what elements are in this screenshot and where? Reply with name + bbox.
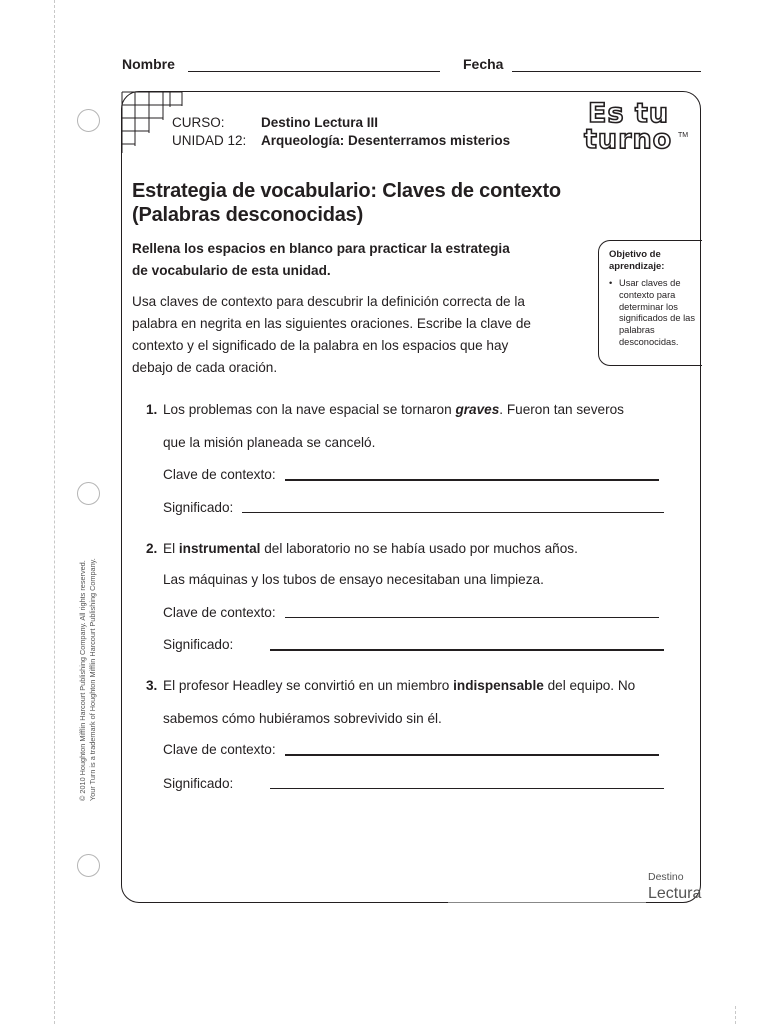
- question-number: 3.: [146, 678, 158, 693]
- clue-answer-field-2[interactable]: [285, 617, 659, 618]
- page-title: [132, 179, 602, 227]
- cut-line-bottom: [735, 1006, 736, 1024]
- bullet-icon: •: [609, 278, 613, 288]
- question-1: [146, 401, 624, 419]
- question-text: del equipo. No: [543, 678, 636, 693]
- objective-title: Objetivo de aprendizaje:: [609, 249, 665, 272]
- es-tu-turno-logo: [584, 98, 694, 155]
- target-word: indispensable: [453, 678, 544, 693]
- footer-rule: [448, 902, 646, 903]
- meaning-label: Significado:: [163, 637, 234, 652]
- date-label: Fecha: [463, 56, 504, 72]
- question-text: El: [163, 541, 179, 556]
- clue-label: Clave de contexto:: [163, 467, 276, 482]
- date-field[interactable]: [512, 71, 701, 72]
- meaning-answer-field-2[interactable]: [270, 649, 664, 651]
- objective-text: Usar claves de contexto para determinar los significados de las palabras desconocidas.: [619, 278, 695, 347]
- question-text: El profesor Headley se convirtió en un miembro: [163, 678, 454, 693]
- meaning-answer-field-3[interactable]: [270, 788, 664, 789]
- question-text: Los problemas con la nave espacial se tornaron: [163, 402, 456, 417]
- instruction-line-1: Rellena los espacios en blanco para practicar la estrategia: [132, 241, 510, 256]
- title-line-1: Estrategia de vocabulario: Claves de contexto: [132, 180, 561, 202]
- clue-answer-field-1[interactable]: [285, 479, 659, 481]
- logo-line-1: Es tu: [588, 98, 670, 129]
- question-1-line-2: que la misión planeada se canceló.: [163, 435, 376, 450]
- course-row: [172, 113, 378, 132]
- copyright-line-1: © 2010 Houghton Mifflin Harcourt Publishing Company. All rights reserved.: [78, 560, 87, 801]
- unit-value: Arqueología: Desenterramos misterios: [261, 133, 511, 148]
- instructions: [132, 238, 552, 282]
- question-text: . Fueron tan severos: [499, 402, 624, 417]
- paragraph-line: contexto y el significado de la palabra en los espacios que hay: [132, 338, 509, 353]
- paragraph-line: debajo de cada oración.: [132, 360, 278, 375]
- target-word: instrumental: [178, 541, 261, 556]
- binder-hole-top: [77, 109, 100, 132]
- question-text: del laboratorio no se había usado por muchos años.: [260, 541, 578, 556]
- footer-lectura: Lectura: [648, 885, 702, 902]
- question-number: 2.: [146, 541, 158, 556]
- binder-hole-bottom: [77, 854, 100, 877]
- trademark-mark: TM: [678, 132, 689, 139]
- instruction-line-2: de vocabulario de esta unidad.: [132, 263, 331, 278]
- question-3: [146, 677, 636, 695]
- meaning-label: Significado:: [163, 500, 234, 515]
- paragraph-line: palabra en negrita en las siguientes oraciones. Escribe la clave de: [132, 316, 531, 331]
- title-line-2: (Palabras desconocidas): [132, 204, 364, 226]
- course-value: Destino Lectura III: [261, 115, 379, 130]
- logo-line-2: turno: [584, 124, 673, 155]
- name-field[interactable]: [188, 71, 440, 72]
- binder-hole-middle: [77, 482, 100, 505]
- clue-label: Clave de contexto:: [163, 605, 276, 620]
- meaning-answer-field-1[interactable]: [242, 512, 664, 513]
- unit-label: UNIDAD 12:: [172, 133, 247, 148]
- question-number: 1.: [146, 402, 158, 417]
- objective-text-block: [609, 278, 701, 349]
- footer-destino: Destino: [648, 871, 684, 883]
- clue-label: Clave de contexto:: [163, 742, 276, 757]
- name-label: Nombre: [122, 56, 175, 72]
- cut-line-left: [54, 0, 55, 1024]
- question-2-line-2: Las máquinas y los tubos de ensayo necesitaban una limpieza.: [163, 572, 544, 587]
- copyright-notice: [78, 536, 100, 801]
- question-2: [146, 540, 578, 558]
- meaning-label: Significado:: [163, 776, 234, 791]
- target-word: graves: [455, 402, 500, 417]
- directions-paragraph: [132, 291, 552, 379]
- paragraph-line: Usa claves de contexto para descubrir la definición correcta de la: [132, 294, 525, 309]
- question-3-line-2: sabemos cómo hubiéramos sobrevivido sin él.: [163, 711, 442, 726]
- clue-answer-field-3[interactable]: [285, 754, 659, 756]
- unit-row: [172, 131, 510, 150]
- course-label: CURSO:: [172, 115, 225, 130]
- copyright-line-2: Your Turn is a trademark of Houghton Mifflin Harcourt Publishing Company.: [88, 558, 97, 801]
